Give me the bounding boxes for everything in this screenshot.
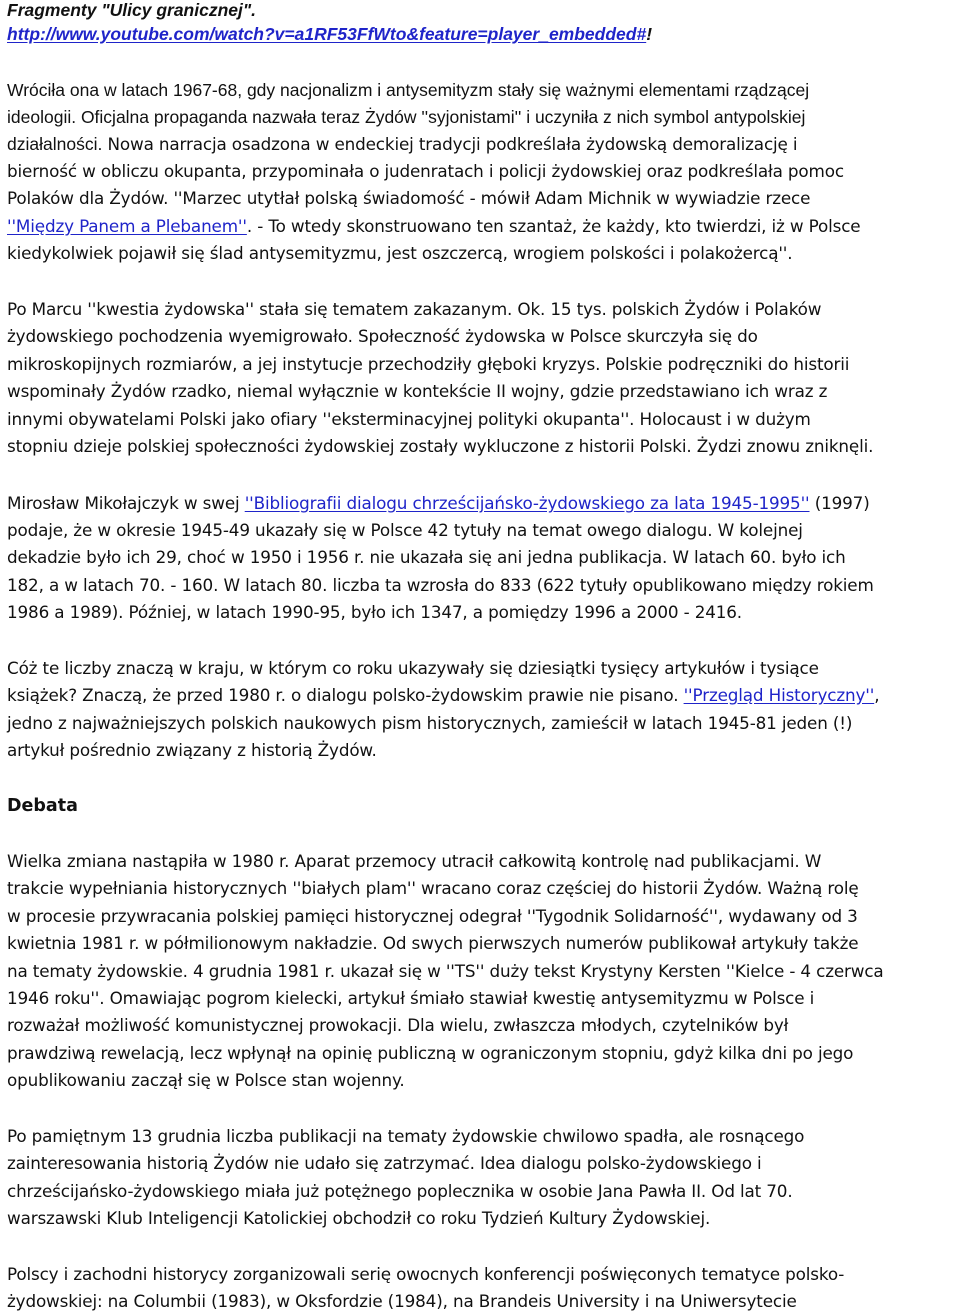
text: . - To wtedy skonstruowano ten szantaż, że każdy, kto twierdzi, iż w Polsce: [246, 216, 861, 236]
paragraph-3-line-4: [7, 572, 874, 599]
text: stopniu dzieje polskiej społeczności żydowskiej zostały wykluczone z historii Polski. Żydzi znowu zniknęli.: [7, 436, 874, 456]
fragment-title-text: Fragmenty "Ulicy granicznej".: [7, 0, 257, 20]
text: w procesie przywracania polskiej pamięci historycznej odegrał ''Tygodnik Solidarność'', wydawany od 3: [7, 906, 858, 926]
text: ideologii. Oficjalna propaganda nazwała teraz Żydów ''syjonistami'' i uczyniła z nich symbol antypolskiej: [7, 107, 806, 127]
paragraph-3-line-5: [7, 599, 742, 626]
text: 182, a w latach 70. - 160. W latach 80. liczba ta wzrosła do 833 (622 tytuły opublikowano między rokiem: [7, 575, 874, 595]
paragraph-1-line-2: [7, 104, 805, 131]
text: ,: [874, 685, 880, 705]
text: dekadzie było ich 29, choć w 1950 i 1956 r. nie ukazała się ani jedna publikacja. W latach 60. było ich: [7, 547, 846, 567]
paragraph-4-line-3: [7, 710, 852, 737]
text: na tematy żydowskie. 4 grudnia 1981 r. ukazał się w ''TS'' duży tekst Krystyny Kersten ''Kielce - 4 czerwca: [7, 961, 884, 981]
text: Polaków dla Żydów. ''Marzec utytłał polską świadomość - mówił Adam Michnik w wywiadzie rzece: [7, 188, 811, 208]
text: mikroskopijnych rozmiarów, a jej instytucje przechodziły głęboki kryzys. Polskie podręczniki do historii: [7, 354, 850, 374]
paragraph-5-line-5: [7, 958, 884, 985]
paragraph-5-line-9: [7, 1067, 405, 1094]
url-tail: !: [646, 24, 653, 44]
text: Wielka zmiana nastąpiła w 1980 r. Aparat przemocy utracił całkowitą kontrolę nad publikacjami. W: [7, 851, 822, 871]
text: Mirosław Mikołajczyk w swej: [7, 493, 245, 513]
paragraph-2-line-6: [7, 433, 873, 460]
paragraph-1-line-4: [7, 158, 844, 185]
paragraph-4-line-4: [7, 737, 377, 764]
text: Cóż te liczby znaczą w kraju, w którym co roku ukazywały się dziesiątki tysięcy artykułów i tysiące: [7, 658, 819, 678]
text: artykuł pośrednio związany z historią Żydów.: [7, 740, 377, 760]
text: jedno z najważniejszych polskich naukowych pism historycznych, zamieścił w latach 1945-81 jeden (!): [7, 713, 853, 733]
paragraph-5-line-8: [7, 1040, 853, 1067]
paragraph-3-line-1: [7, 490, 870, 517]
text: opublikowaniu zaczął się w Polsce stan wojenny.: [7, 1070, 405, 1090]
text: książek? Znaczą, że przed 1980 r. o dialogu polsko-żydowskim prawie nie pisano.: [7, 685, 684, 705]
text: Po pamiętnym 13 grudnia liczba publikacji na tematy żydowskie chwilowo spadła, ale rosnącego: [7, 1126, 805, 1146]
youtube-video-link[interactable]: http://www.youtube.com/watch?v=a1RF53FfWto&feature=player_embedded#: [7, 24, 647, 44]
paragraph-1-line-1: [7, 77, 809, 104]
text: kwietnia 1981 r. w półmilionowym nakładzie. Od swych pierwszych numerów publikował artykuły także: [7, 933, 859, 953]
text: chrześcijańsko-żydowskiego miała już potężnego poplecznika w osobie Jana Pawła II. Od lat 70.: [7, 1181, 793, 1201]
paragraph-6-line-1: [7, 1123, 804, 1150]
text: Polscy i zachodni historycy zorganizowali serię owocnych konferencji poświęconych tematyce polsko-: [7, 1264, 845, 1284]
paragraph-2-line-3: [7, 351, 849, 378]
paragraph-5-line-7: [7, 1012, 788, 1039]
paragraph-6-line-3: [7, 1178, 793, 1205]
heading-text: Debata: [7, 796, 78, 816]
paragraph-7-line-2: [7, 1288, 797, 1315]
bibliography-link[interactable]: ''Bibliografii dialogu chrześcijańsko-żydowskiego za lata 1945-1995'': [244, 493, 810, 513]
text: Nowa narracja osadzona w endeckiej tradycji podkreślała żydowską demoralizację i: [102, 134, 798, 154]
text: Po Marcu ''kwestia żydowska'' stała się tematem zakazanym. Ok. 15 tys. polskich Żydów i Polaków: [7, 299, 822, 319]
paragraph-1-line-7: [7, 240, 792, 267]
paragraph-2-line-1: [7, 296, 821, 323]
paragraph-1-line-6: [7, 213, 860, 240]
paragraph-2-line-2: [7, 323, 758, 350]
text: Wróciła ona w latach 1967-68, gdy nacjonalizm i antysemityzm stały się ważnymi elementami rządzącej: [7, 80, 810, 100]
przeglad-historyczny-link[interactable]: ''Przegląd Historyczny'': [683, 685, 875, 705]
section-heading-debata: [7, 793, 78, 820]
text: innymi obywatelami Polski jako ofiary ''eksterminacyjnej polityki okupanta''. Holocaust i w dużym: [7, 409, 811, 429]
paragraph-7-line-1: [7, 1261, 844, 1288]
paragraph-5-line-2: [7, 875, 859, 902]
text: żydowskiej: na Columbii (1983), w Oksfordzie (1984), na Brandeis University i na Uniwersytecie: [7, 1291, 797, 1311]
video-url-line: [7, 21, 652, 48]
paragraph-4-line-2: [7, 682, 879, 709]
paragraph-6-line-4: [7, 1205, 710, 1232]
text: 1946 roku''. Omawiając pogrom kielecki, artykuł śmiało stawiał kwestię antysemityzmu w Polsce i: [7, 988, 815, 1008]
text: podaje, że w okresie 1945-49 ukazały się w Polsce 42 tytuły na temat owego dialogu. W kolejnej: [7, 520, 803, 540]
paragraph-5-line-1: [7, 848, 821, 875]
paragraph-3-line-2: [7, 517, 803, 544]
text: 1986 a 1989). Później, w latach 1990-95, było ich 1347, a pomiędzy 1996 a 2000 - 2416.: [7, 602, 742, 622]
paragraph-2-line-4: [7, 378, 827, 405]
text: prawdziwą rewelacją, lecz wpłynął na opinię publiczną w ograniczonym stopniu, gdyż kilka dni po jego: [7, 1043, 854, 1063]
text: działalności.: [7, 134, 103, 154]
paragraph-1-line-3: [7, 131, 797, 158]
paragraph-4-line-1: [7, 655, 819, 682]
text: zainteresowania historią Żydów nie udało się zatrzymać. Idea dialogu polsko-żydowskiego i: [7, 1153, 762, 1173]
text: żydowskiego pochodzenia wyemigrowało. Społeczność żydowska w Polsce skurczyła się do: [7, 326, 758, 346]
text: bierność w obliczu okupanta, przypominała o judenratach i policji żydowskiej oraz podkreślała pomoc: [7, 161, 844, 181]
text: rozważał możliwość komunistycznej prowokacji. Dla wielu, zwłaszcza młodych, czytelników był: [7, 1015, 789, 1035]
book-link-miedzy-panem[interactable]: ''Między Panem a Plebanem'': [7, 216, 247, 236]
paragraph-5-line-4: [7, 930, 858, 957]
text: kiedykolwiek pojawił się ślad antysemityzmu, jest oszczercą, wrogiem polskości i polakożercą''.: [7, 243, 793, 263]
paragraph-1-line-5: [7, 185, 810, 212]
text: trakcie wypełniania historycznych ''białych plam'' wracano coraz częściej do historii Żydów. Ważną rolę: [7, 878, 859, 898]
paragraph-5-line-3: [7, 903, 858, 930]
text: (1997): [809, 493, 870, 513]
paragraph-3-line-3: [7, 544, 846, 571]
text: warszawski Klub Inteligencji Katolickiej obchodził co roku Tydzień Kultury Żydowskiej.: [7, 1208, 711, 1228]
paragraph-2-line-5: [7, 406, 811, 433]
paragraph-5-line-6: [7, 985, 814, 1012]
text: wspominały Żydów rzadko, niemal wyłącznie w kontekście II wojny, gdzie przedstawiano ich wraz z: [7, 381, 828, 401]
paragraph-6-line-2: [7, 1150, 762, 1177]
